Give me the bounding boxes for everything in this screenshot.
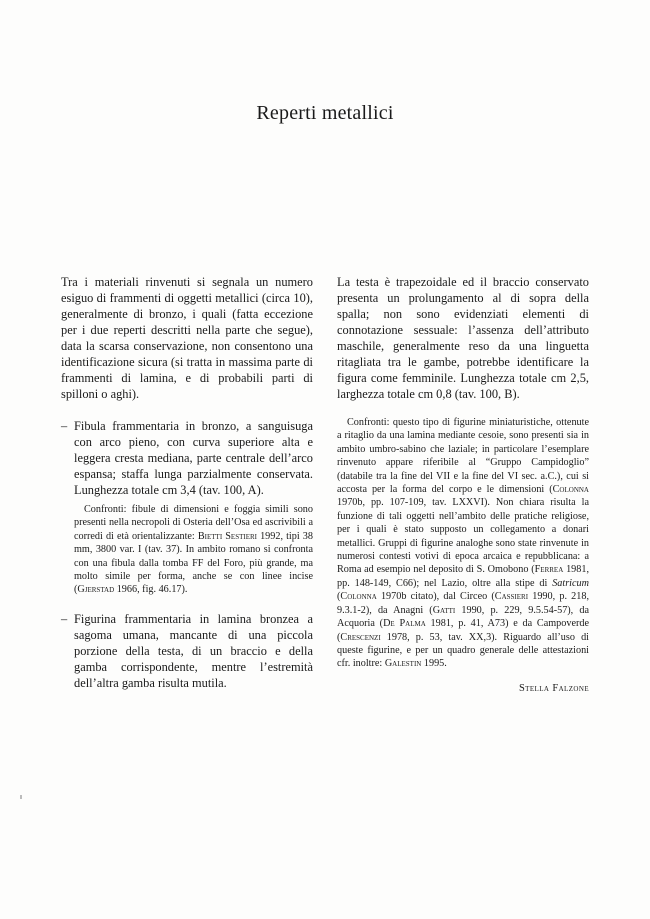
margin-mark: [20, 795, 22, 799]
author-ref: Bietti Sestieri: [197, 530, 257, 542]
right-column: [337, 274, 589, 694]
item-dash: –: [61, 419, 68, 433]
author-ref: Gjerstad: [77, 584, 115, 596]
intro-paragraph: Tra i materiali rinvenuti si segnala un numero esiguo di frammenti di oggetti metallici (circa 10), generalmente di bronzo, i quali (fatta eccezione per i due reperti descritti nella parte che segue), data la scarsa conservazione, non consentono una identificazione sicura (si tratta in massima parte di frammenti di lamina, e di probabili parti di spilloni o aghi).: [61, 275, 313, 401]
item-figurina-description: Figurina frammentaria in lamina bronzea a sagoma umana, mancante di una piccola porzione della testa, di un braccio e della gamba corrispondente, mentre l’estremità dell’altra gamba risulta mutila.: [74, 611, 313, 690]
author-ref: Ferrea: [534, 564, 564, 576]
author-signature: Stella Falzone: [518, 682, 589, 694]
fibula-confronti: Confronti: fibule di dimensioni e foggia simili sono presenti nella necropoli di Osteria dell’Osa ed ascrivibili a corredi di età orientalizzante: Bietti Sestieri 1992, tipi 38 mm, 3800 var. I (tav. 37). In ambito romano si confronta con una fibula dalla tomba FF del Foro, più grande, ma molto simile per forma, anche se con linee incise (Gjerstad 1966, fig. 46.17).: [74, 504, 313, 596]
author-ref: Gatti: [432, 604, 456, 616]
left-column: [61, 274, 313, 691]
author-ref: De Palma: [383, 618, 426, 630]
item-dash: –: [61, 611, 68, 626]
author-ref: Colonna: [340, 591, 377, 603]
author-ref: Cassieri: [494, 591, 529, 603]
item-figurina: [61, 611, 313, 691]
author-ref: Galestin: [384, 658, 422, 670]
item-fibula: [61, 418, 313, 498]
figurina-continuation: La testa è trapezoidale ed il braccio conservato presenta un prolungamento al di sopra della spalla; non sono evidenziati elementi di connotazione sessuale: l’assenza dell’attributo maschile, generalmente reso da una linguetta ritagliata tra le gambe, potrebbe identificare la figura come femminile. Lunghezza totale cm 2,5, larghezza totale cm 0,8 (tav. 100, B).: [337, 275, 589, 401]
item-fibula-description: Fibula frammentaria in bronzo, a sanguisuga con arco pieno, con curva superiore alta e leggera cresta mediana, parte centrale dell’arco espansa; staffa lunga parzialmente conservata. Lunghezza totale cm 3,4 (tav. 100, A).: [74, 419, 313, 497]
site-name: Satricum: [552, 577, 589, 589]
figurina-confronti: Confronti: questo tipo di figurine miniaturistiche, ottenute a ritaglio da una lamina mediante cesoie, sono presenti sia in ambito umbro-sabino che laziale; in particolare l’esemplare rinvenuto appare riferibile al “Gruppo Campidoglio” (databile tra la fine del VII e la fine del VI sec. a.C.), cui si accosta per la forma del corpo e le dimensioni (Colonna 1970b, pp. 107-109, tav. LXXVI). Non chiara risulta la funzione di tali oggetti nell’ambito delle pratiche religiose, per i quali è stato supposto un collegamento a donari metallici. Gruppi di figurine analoghe sono state rinvenute in numerosi contesti votivi di epoca arcaica e repubblicana: a Roma ad esempio nel deposito di S. Omobono (Ferrea 1981, pp. 148-149, C66); nel Lazio, oltre alla stipe di Satricum (Colonna 1970b citato), dal Circeo (Cassieri 1990, p. 218, 9.3.1-2), da Anagni (Gatti 1990, p. 229, 9.5.54-57), da Acquoria (De Palma 1981, p. 41, A73) e da Campoverde (Crescenzi 1978, p. 53, tav. XX,3). Riguardo all’uso di queste figurine, e per un quadro generale delle attestazioni cfr. inoltre: Galestin 1995.: [337, 417, 590, 670]
author-ref: Crescenzi: [340, 631, 381, 643]
page-title: Reperti metallici: [256, 102, 394, 124]
author-ref: Colonna: [552, 484, 589, 496]
